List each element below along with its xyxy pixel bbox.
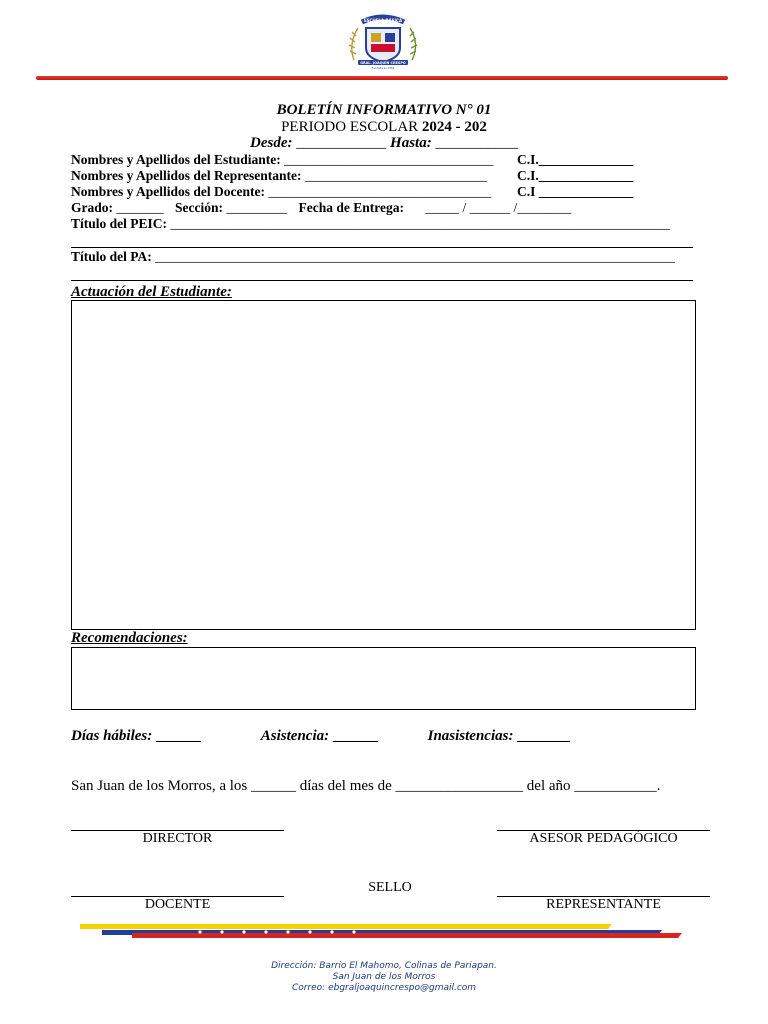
- absences-field[interactable]: _______: [513, 728, 570, 744]
- peic-label: Título del PEIC:: [71, 216, 171, 231]
- pa-continuation-line[interactable]: [71, 280, 693, 281]
- logo-small-text: Fundada en 1954: [371, 67, 395, 70]
- performance-heading: Actuación del Estudiante:: [71, 284, 232, 300]
- student-label: Nombres y Apellidos del Estudiante:: [71, 152, 285, 167]
- section-field[interactable]: _________: [226, 200, 288, 215]
- working-days-label: Días hábiles:: [71, 728, 153, 744]
- laurel-right-icon: [410, 28, 417, 60]
- section-label: Sección:: [175, 200, 227, 215]
- document-title: BOLETÍN INFORMATIVO N° 01: [276, 102, 492, 118]
- recommendations-heading: Recomendaciones:: [71, 630, 188, 646]
- peic-row: [71, 216, 670, 232]
- date-range: [0, 134, 768, 152]
- recommendations-textbox[interactable]: [71, 647, 696, 710]
- to-label: Hasta:: [390, 135, 432, 151]
- representative-field[interactable]: ___________________________: [304, 168, 488, 183]
- teacher-label: Nombres y Apellidos del Docente:: [71, 184, 269, 199]
- period-label: PERIODO ESCOLAR: [281, 119, 422, 135]
- period-years: 2024 - 202: [421, 119, 487, 135]
- teacher-sign-label: DOCENTE: [144, 897, 211, 912]
- closing-statement: San Juan de los Morros, a los ______ días del mes de _________________ del año ___________.: [71, 778, 661, 794]
- peic-continuation-line[interactable]: [71, 247, 693, 248]
- from-field[interactable]: ____________: [292, 135, 391, 151]
- teacher-field[interactable]: _________________________________: [268, 184, 492, 199]
- delivery-date-field[interactable]: _____ / ______ /________: [425, 200, 572, 215]
- pa-field[interactable]: _____________________________________________________________________________: [155, 249, 675, 264]
- student-field[interactable]: _______________________________: [284, 152, 494, 167]
- delivery-label: Fecha de Entrega:: [298, 200, 404, 215]
- footer-email: Correo: ebgraljoaquincrespo@gmail.com: [291, 983, 477, 993]
- representative-sign-label: REPRESENTANTE: [546, 897, 661, 912]
- attendance-label: Asistencia:: [260, 728, 330, 744]
- representative-row: [71, 168, 487, 184]
- representative-label: Nombres y Apellidos del Representante:: [71, 168, 305, 183]
- director-label: DIRECTOR: [142, 831, 213, 846]
- header-red-divider: [36, 76, 728, 80]
- seal-label: SELLO: [368, 880, 412, 895]
- peic-field[interactable]: __________________________________________________________________________: [170, 216, 670, 231]
- to-field[interactable]: ___________: [431, 135, 518, 151]
- grade-label: Grado:: [71, 200, 117, 215]
- attendance-field[interactable]: ______: [329, 728, 378, 744]
- from-label: Desde:: [250, 135, 293, 151]
- pa-row: [71, 249, 675, 265]
- grade-row: [71, 200, 571, 216]
- venezuela-flag-band: [72, 920, 696, 948]
- footer-address: Dirección: Barrio El Mahomo, Colinas de Pariapan.: [271, 961, 497, 971]
- working-days-field[interactable]: ______: [152, 728, 202, 744]
- logo-top-text: ESCUELA BÁSICA: [363, 18, 403, 23]
- grade-field[interactable]: _______: [116, 200, 164, 215]
- performance-textbox[interactable]: [71, 300, 696, 630]
- absences-label: Inasistencias:: [427, 728, 514, 744]
- attendance-row: [71, 727, 570, 745]
- advisor-label: ASESOR PEDAGÓGICO: [529, 831, 678, 846]
- footer-city: San Juan de los Morros: [332, 972, 436, 982]
- logo-bottom-text: GRAL. JOAQUÍN CRESPO: [360, 61, 406, 65]
- representative-ci-field[interactable]: C.I.______________: [517, 168, 634, 183]
- teacher-row: [71, 184, 491, 200]
- laurel-left-icon: [349, 28, 358, 60]
- school-logo: [340, 14, 426, 70]
- student-row: [71, 152, 493, 168]
- student-ci-field[interactable]: C.I.______________: [517, 152, 634, 167]
- pa-label: Título del PA:: [71, 249, 156, 264]
- teacher-ci-field[interactable]: C.I ______________: [517, 184, 634, 199]
